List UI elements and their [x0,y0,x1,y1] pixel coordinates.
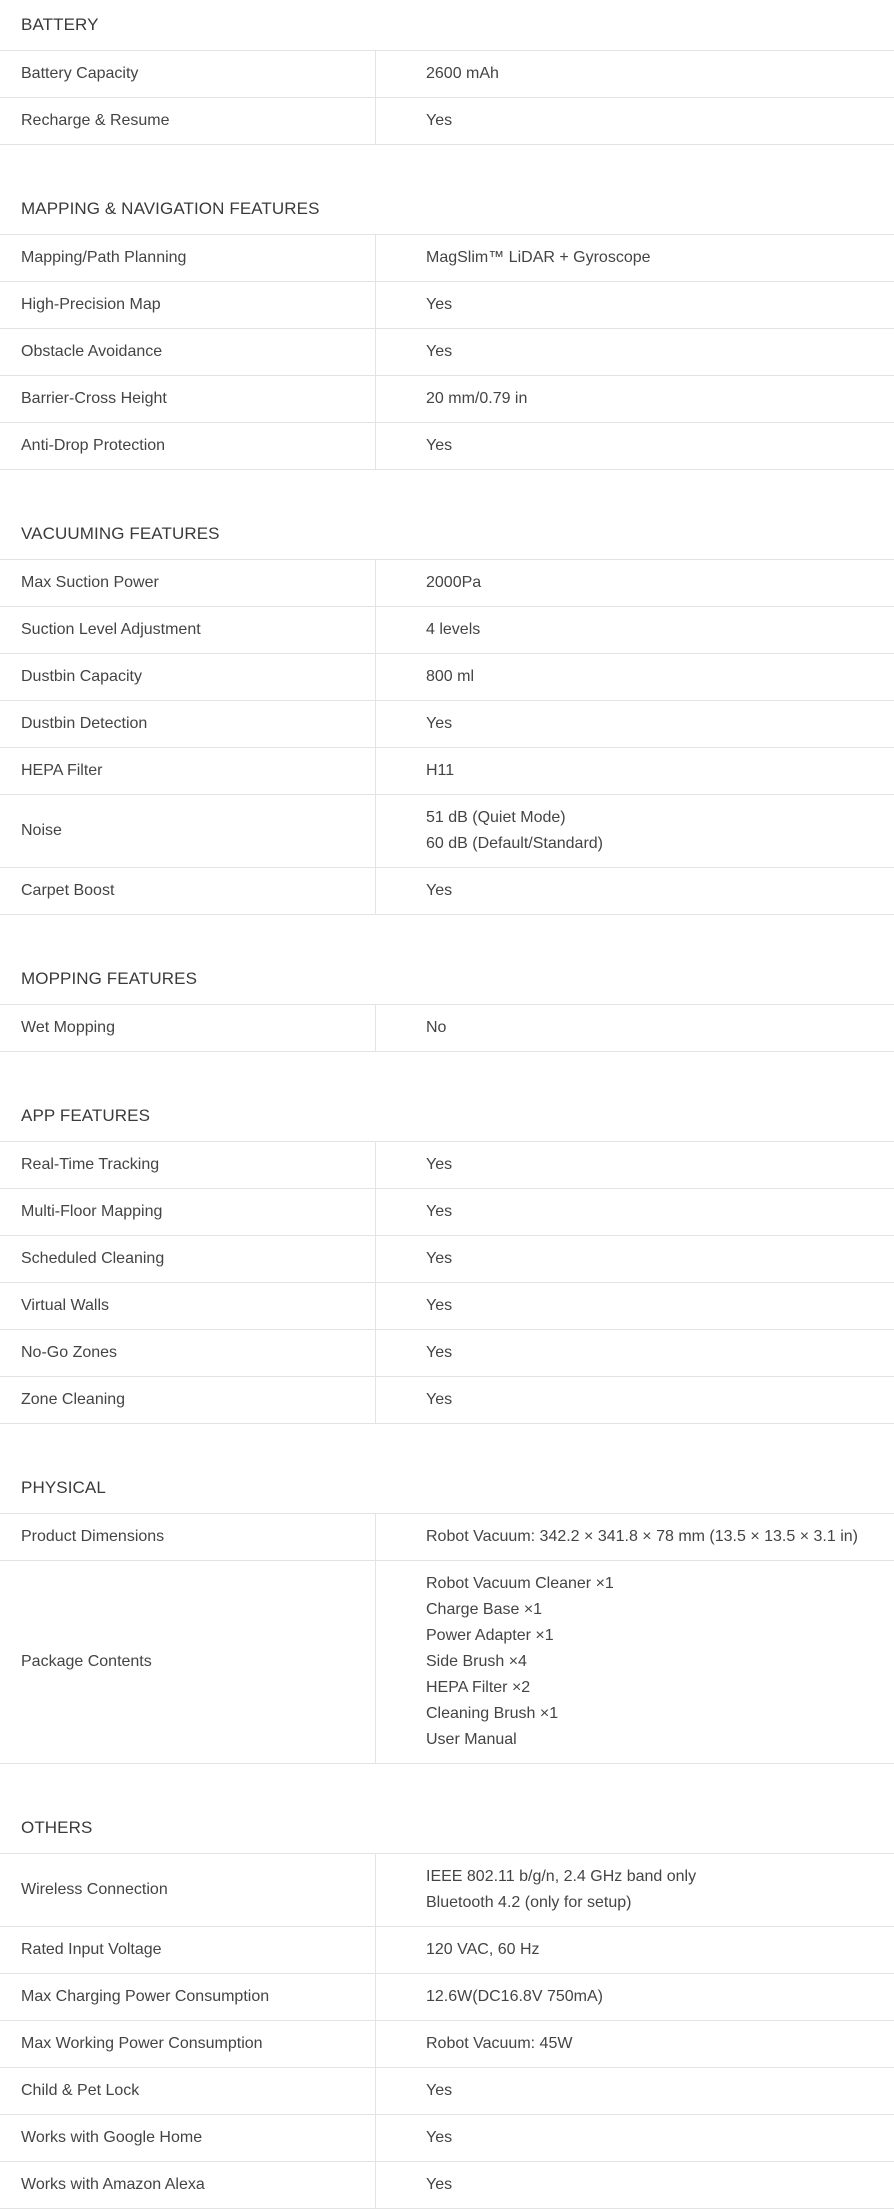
spec-section-mapping-navigation-features [0,183,894,470]
spec-value-line: Yes [426,1340,894,1366]
spec-row-dustbin-detection [0,701,894,748]
spec-value [376,376,894,423]
spec-value-line: Yes [426,108,894,134]
spec-value [376,235,894,282]
spec-row-anti-drop-protection [0,423,894,470]
spec-row-recharge-resume [0,98,894,145]
spec-value [376,1330,894,1377]
spec-label: Wet Mopping [0,1005,376,1052]
spec-value-line: Robot Vacuum: 342.2 × 341.8 × 78 mm (13.5 × 13.5 × 3.1 in) [426,1524,894,1550]
spec-value [376,1236,894,1283]
spec-label: Product Dimensions [0,1514,376,1561]
section-title: MOPPING FEATURES [0,953,894,1004]
spec-value [376,282,894,329]
spec-value-line: 2000Pa [426,570,894,596]
spec-value [376,560,894,607]
spec-value-line: Yes [426,2172,894,2198]
spec-value-line: No [426,1015,894,1041]
spec-value-line: Yes [426,1152,894,1178]
spec-value [376,98,894,145]
spec-label: Max Suction Power [0,560,376,607]
spec-value-line: 51 dB (Quiet Mode) [426,805,894,831]
spec-label: Max Charging Power Consumption [0,1974,376,2021]
spec-value [376,701,894,748]
spec-label: High-Precision Map [0,282,376,329]
spec-value-line: 800 ml [426,664,894,690]
spec-value [376,1283,894,1330]
spec-label: Mapping/Path Planning [0,235,376,282]
spec-label: Zone Cleaning [0,1377,376,1424]
spec-value-line: Yes [426,2125,894,2151]
spec-value [376,1189,894,1236]
spec-label: HEPA Filter [0,748,376,795]
spec-table [0,559,894,915]
spec-label: Dustbin Capacity [0,654,376,701]
spec-value-line: Yes [426,2078,894,2104]
spec-row-product-dimensions [0,1514,894,1561]
spec-label: Works with Amazon Alexa [0,2162,376,2209]
spec-label: Anti-Drop Protection [0,423,376,470]
spec-value [376,1514,894,1561]
spec-table [0,1853,894,2209]
spec-label: Scheduled Cleaning [0,1236,376,1283]
spec-value-line: 120 VAC, 60 Hz [426,1937,894,1963]
spec-value [376,607,894,654]
spec-label: Barrier-Cross Height [0,376,376,423]
spec-row-wireless-connection [0,1854,894,1927]
spec-value [376,51,894,98]
spec-value-line: Yes [426,1293,894,1319]
spec-value-line: H11 [426,758,894,784]
spec-section-others [0,1802,894,2209]
spec-label: Noise [0,795,376,868]
spec-row-child-pet-lock [0,2068,894,2115]
spec-row-no-go-zones [0,1330,894,1377]
spec-row-max-suction-power [0,560,894,607]
spec-value [376,2021,894,2068]
spec-value-line: IEEE 802.11 b/g/n, 2.4 GHz band only [426,1864,894,1890]
spec-row-hepa-filter [0,748,894,795]
spec-value-line: User Manual [426,1727,894,1753]
spec-label: Rated Input Voltage [0,1927,376,1974]
spec-row-zone-cleaning [0,1377,894,1424]
spec-value [376,1854,894,1927]
spec-label: Wireless Connection [0,1854,376,1927]
spec-value [376,1927,894,1974]
spec-section-app-features [0,1090,894,1424]
spec-value [376,1377,894,1424]
spec-row-max-charging-power-consumption [0,1974,894,2021]
spec-value-line: 4 levels [426,617,894,643]
spec-value-line: Yes [426,433,894,459]
spec-row-real-time-tracking [0,1142,894,1189]
spec-row-scheduled-cleaning [0,1236,894,1283]
spec-value-line: Robot Vacuum Cleaner ×1 [426,1571,894,1597]
spec-value-line: HEPA Filter ×2 [426,1675,894,1701]
section-title: APP FEATURES [0,1090,894,1141]
spec-section-physical [0,1462,894,1764]
spec-table [0,1513,894,1764]
spec-section-mopping-features [0,953,894,1052]
spec-label: Obstacle Avoidance [0,329,376,376]
spec-value-line: Yes [426,1199,894,1225]
spec-value [376,795,894,868]
spec-label: Max Working Power Consumption [0,2021,376,2068]
spec-table [0,1141,894,1424]
spec-row-wet-mopping [0,1005,894,1052]
spec-value-line: Robot Vacuum: 45W [426,2031,894,2057]
spec-value-line: MagSlim™ LiDAR + Gyroscope [426,245,894,271]
spec-value [376,423,894,470]
spec-row-works-with-amazon-alexa [0,2162,894,2209]
spec-value-line: 2600 mAh [426,61,894,87]
spec-label: Carpet Boost [0,868,376,915]
spec-label: Suction Level Adjustment [0,607,376,654]
spec-label: No-Go Zones [0,1330,376,1377]
spec-value [376,748,894,795]
spec-value [376,2068,894,2115]
spec-value [376,1005,894,1052]
spec-section-vacuuming-features [0,508,894,915]
spec-row-obstacle-avoidance [0,329,894,376]
spec-value [376,329,894,376]
spec-value-line: Yes [426,1387,894,1413]
section-title: BATTERY [0,0,894,50]
spec-value-line: Yes [426,339,894,365]
spec-label: Multi-Floor Mapping [0,1189,376,1236]
spec-value-line: Yes [426,1246,894,1272]
spec-label: Child & Pet Lock [0,2068,376,2115]
spec-value-line: Yes [426,878,894,904]
spec-value-line: Charge Base ×1 [426,1597,894,1623]
spec-row-suction-level-adjustment [0,607,894,654]
spec-value-line: Side Brush ×4 [426,1649,894,1675]
spec-value [376,1142,894,1189]
section-title: MAPPING & NAVIGATION FEATURES [0,183,894,234]
spec-value-line: 20 mm/0.79 in [426,386,894,412]
spec-row-multi-floor-mapping [0,1189,894,1236]
spec-label: Virtual Walls [0,1283,376,1330]
spec-value [376,2162,894,2209]
spec-row-max-working-power-consumption [0,2021,894,2068]
spec-table [0,234,894,470]
spec-value-line: Cleaning Brush ×1 [426,1701,894,1727]
spec-row-dustbin-capacity [0,654,894,701]
spec-row-rated-input-voltage [0,1927,894,1974]
spec-row-noise [0,795,894,868]
spec-label: Recharge & Resume [0,98,376,145]
spec-table [0,1004,894,1052]
spec-row-high-precision-map [0,282,894,329]
spec-value-line: Yes [426,711,894,737]
spec-section-battery [0,0,894,145]
spec-value [376,868,894,915]
spec-row-package-contents [0,1561,894,1764]
spec-value-line: 12.6W(DC16.8V 750mA) [426,1984,894,2010]
section-title: PHYSICAL [0,1462,894,1513]
spec-label: Battery Capacity [0,51,376,98]
spec-row-virtual-walls [0,1283,894,1330]
section-title: VACUUMING FEATURES [0,508,894,559]
spec-row-carpet-boost [0,868,894,915]
spec-row-battery-capacity [0,51,894,98]
spec-value [376,654,894,701]
spec-row-works-with-google-home [0,2115,894,2162]
spec-row-barrier-cross-height [0,376,894,423]
spec-label: Real-Time Tracking [0,1142,376,1189]
spec-value-line: Bluetooth 4.2 (only for setup) [426,1890,894,1916]
section-title: OTHERS [0,1802,894,1853]
spec-value-line: Power Adapter ×1 [426,1623,894,1649]
spec-value-line: Yes [426,292,894,318]
spec-label: Package Contents [0,1561,376,1764]
spec-label: Dustbin Detection [0,701,376,748]
spec-value [376,1561,894,1764]
spec-value [376,1974,894,2021]
spec-value [376,2115,894,2162]
spec-table [0,50,894,145]
spec-value-line: 60 dB (Default/Standard) [426,831,894,857]
spec-label: Works with Google Home [0,2115,376,2162]
spec-row-mapping-path-planning [0,235,894,282]
